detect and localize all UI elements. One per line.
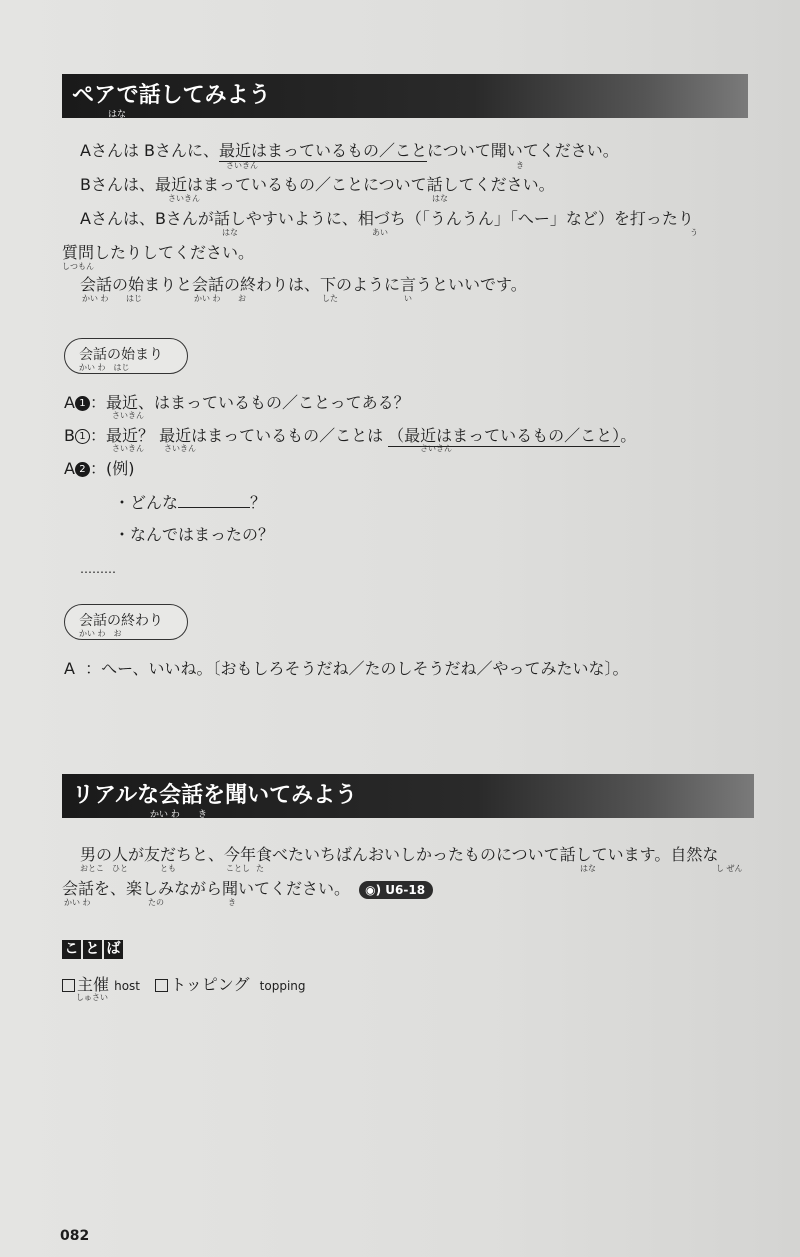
furigana: おとこ <box>80 864 104 873</box>
furigana: い <box>404 294 412 303</box>
furigana: しゅさい <box>76 993 108 1002</box>
section-title-furigana: はな <box>108 110 127 120</box>
furigana: あい <box>372 228 388 237</box>
furigana: はじ <box>126 294 142 303</box>
furigana: たの <box>148 898 164 907</box>
listening-instruction-2: 会話を、楽しみながら聞いてください。 ◉) U6-18 <box>62 876 433 899</box>
instruction-line-1: Aさんは Bさんに、最近はまっているもの／ことについて聞いてください。 <box>80 141 619 160</box>
furigana: はな <box>432 194 448 203</box>
topic-underlined: 最近はまっているもの／こと <box>219 141 428 160</box>
continuation-dots: ……… <box>80 562 116 576</box>
turn-number-filled: 2 <box>75 462 90 477</box>
furigana: お <box>238 294 246 303</box>
dialogue-closing-a: A ：へー、いいね。〔おもしろそうだね／たのしそうだね／やってみたいな〕。 <box>64 659 629 678</box>
furigana: かい わ <box>194 294 221 303</box>
conversation-closing-label: 会話の終わり かい わ お <box>64 604 188 640</box>
vocab-item-en: host <box>114 979 141 993</box>
turn-number-filled: 1 <box>75 396 90 411</box>
fill-in-blank <box>178 493 250 508</box>
page-number: 082 <box>60 1228 90 1244</box>
furigana: ひと <box>112 864 128 873</box>
audio-icon: ◉) <box>365 882 382 897</box>
dialogue-a1: A 1 ：最近、はまっているもの／ことってある？ <box>64 393 410 412</box>
conversation-opening-label: 会話の始まり かい わ はじ <box>64 338 188 374</box>
furigana: き <box>228 898 236 907</box>
checkbox-icon[interactable] <box>62 979 75 992</box>
furigana: さいきん <box>226 161 258 170</box>
vocabulary-heading: こ と ば <box>62 938 125 959</box>
listening-instruction-1: 男の人が友だちと、今年食べたいちばんおいしかったものについて話しています。自然な <box>80 845 719 864</box>
furigana: う <box>690 228 698 237</box>
checkbox-icon[interactable] <box>155 979 168 992</box>
instruction-line-2: Bさんは、最近はまっているもの／ことについて話してください。 <box>80 175 555 194</box>
furigana: とも <box>160 864 176 873</box>
turn-number-open: 1 <box>75 429 90 444</box>
furigana: しつもん <box>62 262 94 271</box>
section-title: ペアで話してみよう <box>72 83 271 108</box>
section-title-furigana: かい わ き <box>150 810 207 820</box>
furigana: かい わ <box>82 294 109 303</box>
furigana: さいきん <box>420 444 452 453</box>
furigana: ことし <box>226 864 250 873</box>
furigana: さいきん <box>168 194 200 203</box>
furigana: した <box>322 294 338 303</box>
example-question-1: ・どんな ？ <box>114 493 267 512</box>
instruction-line-3: Aさんは、Bさんが話しやすいように、相づち（「うんうん」「へー」など）を打ったり <box>80 209 694 228</box>
dialogue-a2: A 2 ：(例) <box>64 459 135 478</box>
instruction-line-4: 質問したりしてください。 <box>62 243 255 262</box>
section-title: リアルな会話を聞いてみよう <box>72 783 358 808</box>
vocab-item-en: topping <box>259 979 306 993</box>
example-question-2: ・なんではまったの？ <box>114 525 275 544</box>
dialogue-b1: B 1 ：最近？ 最近はまっているもの／ことは （最近はまっているもの／こと）。 <box>64 426 637 445</box>
furigana: た <box>256 864 264 873</box>
vocab-item-jp: 主催 <box>77 975 110 994</box>
instruction-line-5: 会話の始まりと会話の終わりは、下のように言うといいです。 <box>80 275 527 294</box>
section-banner-pair-talk <box>62 74 748 118</box>
furigana: き <box>516 161 524 170</box>
furigana: さいきん <box>112 411 144 420</box>
furigana: はな <box>222 228 238 237</box>
answer-underlined: （最近はまっているもの／こと） <box>388 426 621 445</box>
audio-track-badge[interactable]: ◉) U6-18 <box>359 881 433 899</box>
furigana: し ぜん <box>716 864 743 873</box>
furigana: はな <box>580 864 596 873</box>
vocab-item-jp: トッピング <box>170 975 250 994</box>
furigana: さいきん <box>164 444 196 453</box>
furigana: かい わ <box>64 898 91 907</box>
furigana: さいきん <box>112 444 144 453</box>
